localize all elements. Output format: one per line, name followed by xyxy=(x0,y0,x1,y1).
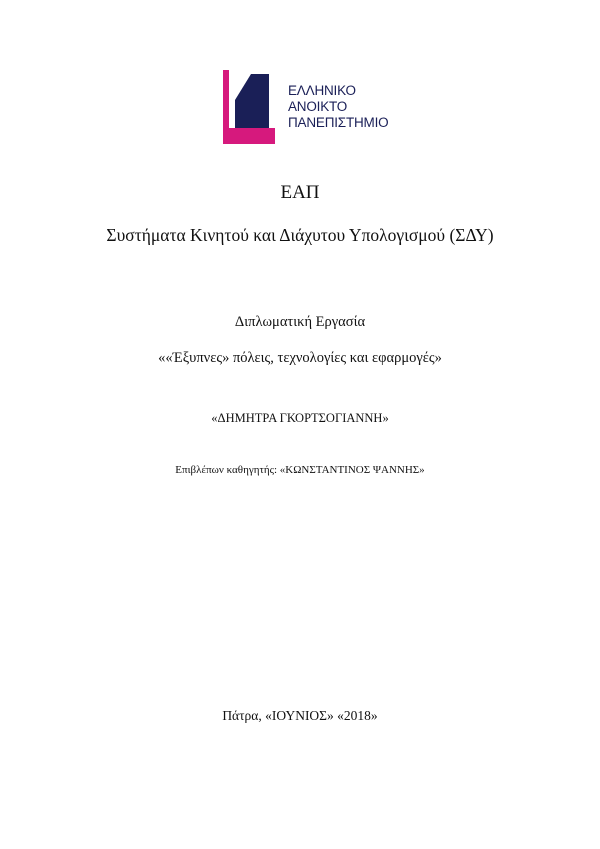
place-date: Πάτρα, «ΙΟΥΝΙΟΣ» «2018» xyxy=(222,708,378,723)
university-logo-text xyxy=(288,83,388,131)
author-name: «ΔΗΜΗΤΡΑ ΓΚΟΡΤΣΟΓΙΑΝΝΗ» xyxy=(211,411,389,425)
program-name: Συστήματα Κινητού και Διάχυτου Υπολογισμού (ΣΔΥ) xyxy=(106,225,494,245)
university-logo xyxy=(223,70,413,144)
logo-line-1: ΕΛΛΗΝΙΚΟ xyxy=(288,83,356,98)
logo-line-2: ΑΝΟΙΚΤΟ xyxy=(288,99,348,114)
supervisor-line: Επιβλέπων καθηγητής: «ΚΩΝΣΤΑΝΤΙΝΟΣ ΨΑΝΝΗΣ» xyxy=(175,464,425,476)
document-type: Διπλωματική Εργασία xyxy=(234,314,366,330)
logo-line-3: ΠΑΝΕΠΙΣΤΗΜΙΟ xyxy=(288,115,389,130)
organization-acronym: ΕΑΠ xyxy=(280,182,320,203)
thesis-title: ««Έξυπνες» πόλεις, τεχνολογίες και εφαρμογές» xyxy=(158,350,442,366)
university-logo-mark xyxy=(223,70,275,144)
